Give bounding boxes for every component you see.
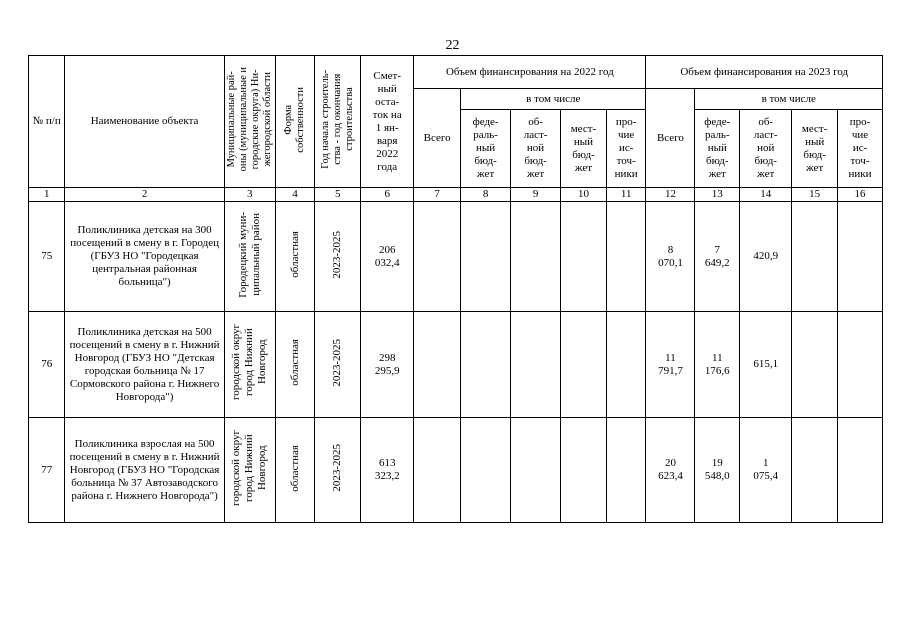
table-row (29, 312, 883, 418)
header-total-2022: Всего (414, 89, 461, 188)
row-2023-local (792, 312, 838, 418)
header-incl-2023: в том числе (695, 89, 883, 110)
row-2023-regional: 420,9 (740, 202, 792, 312)
row-2023-regional: 1 075,4 (740, 418, 792, 523)
row-2022-total (414, 312, 461, 418)
column-number: 1 (29, 188, 65, 202)
row-2022-local (561, 312, 607, 418)
header-local-2022: мест- ный бюд- жет (561, 110, 607, 188)
row-2022-regional (511, 312, 561, 418)
column-number: 13 (695, 188, 740, 202)
row-balance: 298 295,9 (361, 312, 414, 418)
header-balance: Смет- ный оста- ток на 1 ян- варя 2022 года (361, 56, 414, 188)
header-num: № п/п (29, 56, 65, 188)
row-2022-total (414, 202, 461, 312)
column-number: 7 (414, 188, 461, 202)
header-district-text: Муниципальные рай- оны (муниципальные и городские округа) Ни- жегородской области (225, 67, 273, 172)
row-object-name: Поликлиника детская на 300 посещений в смену в г. Городец (ГБУЗ НО "Городецкая центральная районная больница") (65, 202, 224, 312)
row-num: 76 (29, 312, 65, 418)
column-number: 5 (315, 188, 361, 202)
header-incl-2022: в том числе (461, 89, 646, 110)
header-years: Год начала строитель- ства - год окончания строительства (315, 56, 361, 188)
column-number: 15 (792, 188, 838, 202)
row-2023-federal: 7 649,2 (695, 202, 740, 312)
column-number: 6 (361, 188, 414, 202)
header-district (224, 56, 275, 188)
row-2023-other (838, 418, 883, 523)
row-ownership: областная (275, 312, 315, 418)
header-regional-2022: об- ласт- ной бюд- жет (511, 110, 561, 188)
row-object-name: Поликлиника взрослая на 500 посещений в смену в г. Нижний Новгород (ГБУЗ НО "Городская больница № 37 Автозаводского района г. Нижнего Новгорода") (65, 418, 224, 523)
column-number-row (29, 188, 883, 202)
row-object-name: Поликлиника детская на 500 посещений в смену в г. Нижний Новгород (ГБУЗ НО "Детская городская больница № 17 Сормовского района г. Нижнего Новгорода") (65, 312, 224, 418)
row-2022-total (414, 418, 461, 523)
column-number: 9 (511, 188, 561, 202)
header-local-2023: мест- ный бюд- жет (792, 110, 838, 188)
header-fin-2022: Объем финансирования на 2022 год (414, 56, 646, 89)
row-district: Городецкий муни- ципальный район (224, 202, 275, 312)
row-district: городской округ город Нижний Новгород (224, 312, 275, 418)
row-2023-total: 11 791,7 (646, 312, 695, 418)
header-federal-2022: феде- раль- ный бюд- жет (461, 110, 511, 188)
header-fin-2023: Объем финансирования на 2023 год (646, 56, 883, 89)
row-2022-regional (511, 202, 561, 312)
row-2022-regional (511, 418, 561, 523)
table-row (29, 418, 883, 523)
column-number: 4 (275, 188, 315, 202)
header-regional-2023: об- ласт- ной бюд- жет (740, 110, 792, 188)
row-2022-federal (461, 312, 511, 418)
header-total-2023: Всего (646, 89, 695, 188)
row-2023-federal: 11 176,6 (695, 312, 740, 418)
row-2023-regional: 615,1 (740, 312, 792, 418)
financing-table (28, 55, 883, 523)
row-years: 2023-2025 (315, 312, 361, 418)
row-2023-total: 20 623,4 (646, 418, 695, 523)
row-ownership: областная (275, 202, 315, 312)
header-object-name: Наименование объекта (65, 56, 224, 188)
column-number: 8 (461, 188, 511, 202)
row-2023-other (838, 202, 883, 312)
row-ownership: областная (275, 418, 315, 523)
column-number: 2 (65, 188, 224, 202)
row-2022-federal (461, 202, 511, 312)
row-2023-local (792, 202, 838, 312)
row-2022-other (606, 312, 646, 418)
column-number: 11 (606, 188, 646, 202)
row-2022-other (606, 418, 646, 523)
column-number: 10 (561, 188, 607, 202)
row-num: 75 (29, 202, 65, 312)
row-2022-local (561, 202, 607, 312)
column-number: 16 (838, 188, 883, 202)
header-ownership: Форма собственности (275, 56, 315, 188)
row-balance: 613 323,2 (361, 418, 414, 523)
column-number: 14 (740, 188, 792, 202)
row-years: 2023-2025 (315, 202, 361, 312)
column-number: 3 (224, 188, 275, 202)
table-row (29, 202, 883, 312)
row-2022-federal (461, 418, 511, 523)
row-2022-local (561, 418, 607, 523)
row-num: 77 (29, 418, 65, 523)
row-2022-other (606, 202, 646, 312)
header-federal-2023: феде- раль- ный бюд- жет (695, 110, 740, 188)
row-2023-federal: 19 548,0 (695, 418, 740, 523)
row-2023-local (792, 418, 838, 523)
row-balance: 206 032,4 (361, 202, 414, 312)
row-2023-total: 8 070,1 (646, 202, 695, 312)
header-other-2023: про- чие ис- точ- ники (838, 110, 883, 188)
row-years: 2023-2025 (315, 418, 361, 523)
column-number: 12 (646, 188, 695, 202)
header-other-2022: про- чие ис- точ- ники (606, 110, 646, 188)
row-district: городской округ город Нижний Новгород (224, 418, 275, 523)
page-number: 22 (445, 38, 460, 53)
row-2023-other (838, 312, 883, 418)
